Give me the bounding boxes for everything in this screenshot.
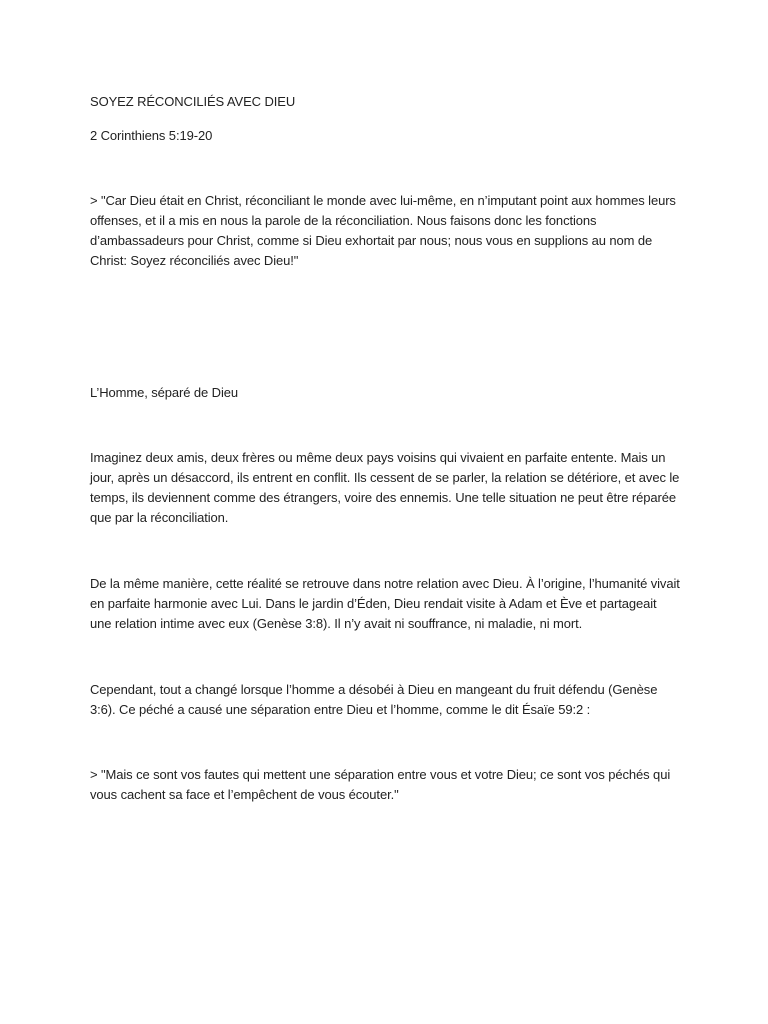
document-title: SOYEZ RÉCONCILIÉS AVEC DIEU <box>90 94 296 109</box>
isaiah-quote: > "Mais ce sont vos fautes qui mettent une séparation entre vous et votre Dieu; ce sont vos péchés qui vous cachent sa face et l’empêchent de vous écouter." <box>90 767 671 802</box>
scripture-quote: > "Car Dieu était en Christ, réconciliant le monde avec lui-même, en n’imputant point aux hommes leurs offenses, et il a mis en nous la parole de la réconciliation. Nous faisons donc les fonctions d’ambassadeurs pour Christ, comme si Dieu exhortait par nous; nous vous en supplions au nom de Christ: Soyez réconciliés avec Dieu!" <box>90 193 676 268</box>
scripture-reference: 2 Corinthiens 5:19-20 <box>90 128 213 143</box>
section-heading: L’Homme, séparé de Dieu <box>90 385 239 400</box>
paragraph-separation: Cependant, tout a changé lorsque l’homme a désobéi à Dieu en mangeant du fruit défendu (Genèse 3:6). Ce péché a causé une séparation entre Dieu et l’homme, comme le dit Ésaïe 59:2 : <box>90 682 658 717</box>
paragraph-friends-analogy: Imaginez deux amis, deux frères ou même deux pays voisins qui vivaient en parfaite entente. Mais un jour, après un désaccord, ils entrent en conflit. Ils cessent de se parler, la relation se détériore, et avec le temps, ils deviennent comme des étrangers, voire des ennemis. Une telle situation ne peut être réparée que par la réconciliation. <box>90 450 680 525</box>
paragraph-eden-relation: De la même manière, cette réalité se retrouve dans notre relation avec Dieu. À l’origine, l’humanité vivait en parfaite harmonie avec Lui. Dans le jardin d’Éden, Dieu rendait visite à Adam et Ève et partageait une relation intime avec eux (Genèse 3:8). Il n’y avait ni souffrance, ni maladie, ni mort. <box>90 576 680 631</box>
